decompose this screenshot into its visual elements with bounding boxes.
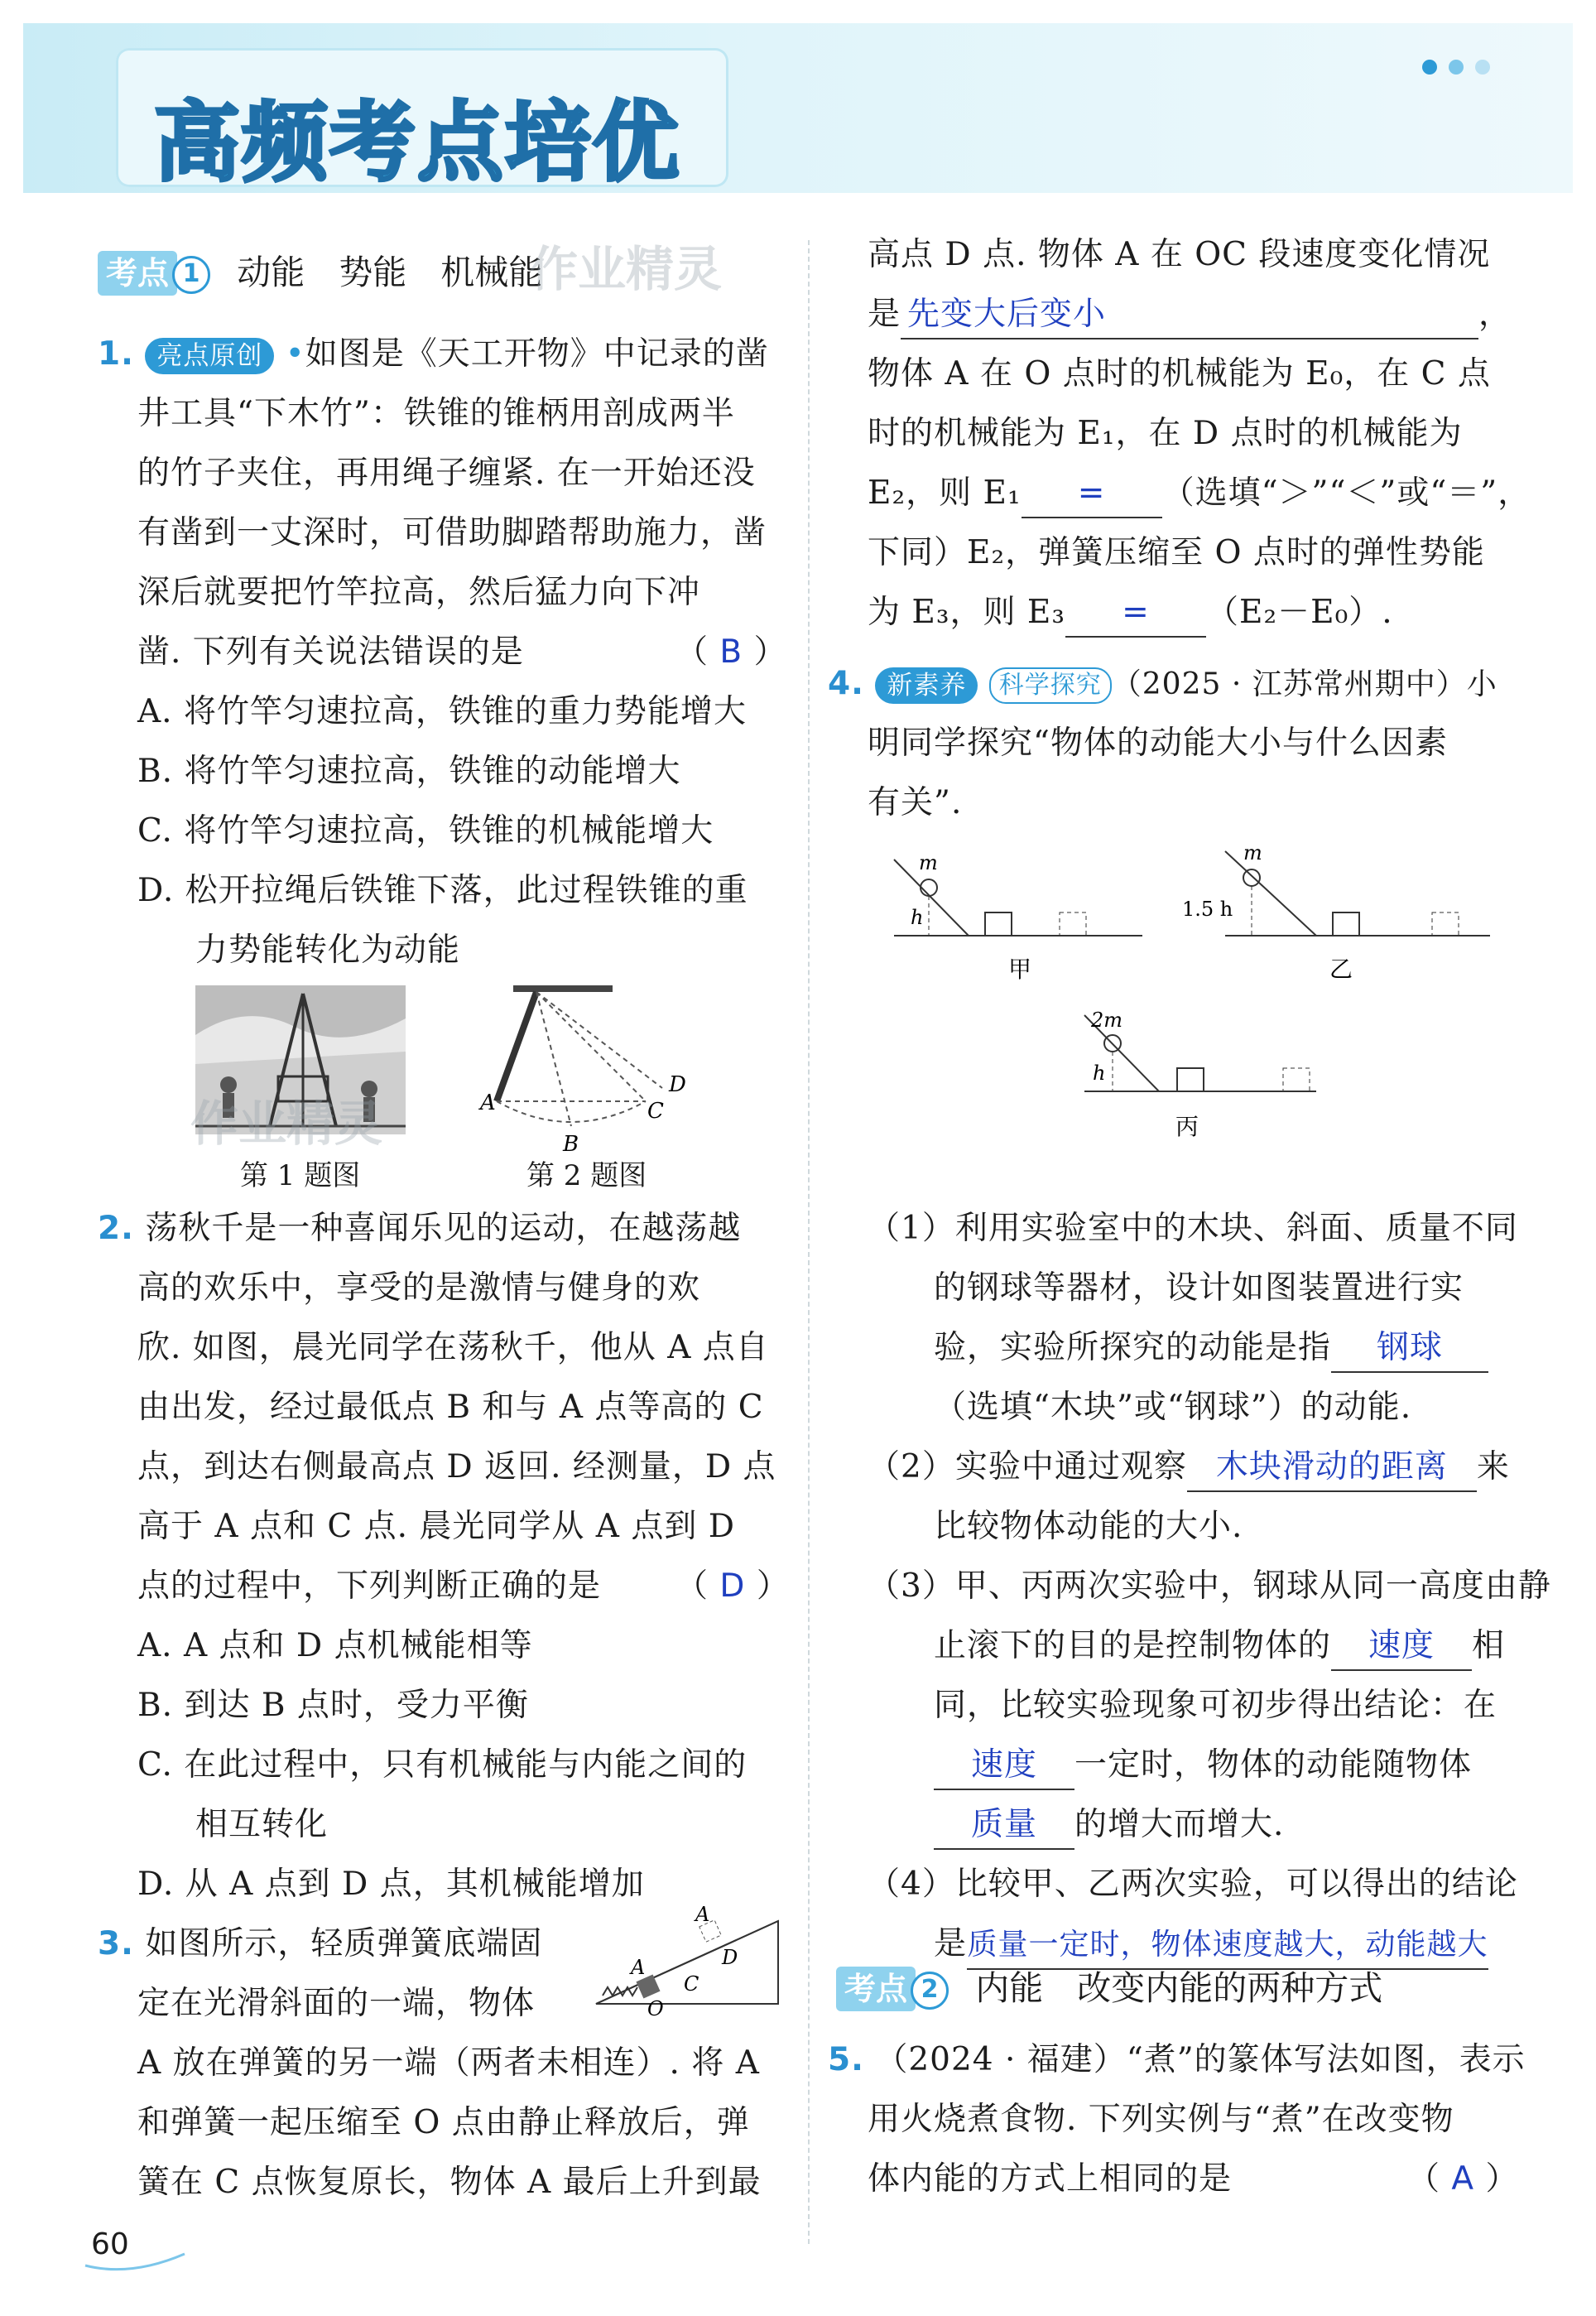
q5-answer-bracket: （ A ） bbox=[1407, 2160, 1519, 2198]
question-number: 4. bbox=[828, 665, 864, 702]
q3-answer-blank-1: 先变大后变小 bbox=[901, 291, 1478, 339]
q2-line-5: 点，到达右侧最高点 D 返回. 经测量，D 点 bbox=[137, 1448, 776, 1485]
q4-sub3-line-4: 速度 一定时，物体的动能随物体 bbox=[934, 1736, 1472, 1795]
svg-text:1.5 h: 1.5 h bbox=[1182, 898, 1233, 921]
q1-option-d-cont: 力势能转化为动能 bbox=[195, 932, 461, 969]
section-heading-2 bbox=[836, 1961, 1382, 2011]
q1-option-a: A. 将竹竿匀速拉高，铁锥的重力势能增大 bbox=[137, 693, 747, 730]
q3-right-line-3: 物体 A 在 O 点时的机械能为 E₀，在 C 点 bbox=[868, 355, 1491, 392]
section-heading-1 bbox=[98, 245, 542, 296]
label-d: D bbox=[669, 1072, 686, 1097]
q3-line-2: 定在光滑斜面的一端，物体 bbox=[137, 1985, 536, 2022]
figure-4-experiment-diagrams bbox=[869, 845, 1573, 1151]
q3-right-line-5: E₂，则 E₁ = （选填“＞”“＜”或“＝”， bbox=[868, 464, 1531, 523]
section-number: 2 bbox=[911, 1972, 949, 2010]
q5-line-2: 用火烧煮食物. 下列实例与“煮”在改变物 bbox=[868, 2101, 1454, 2138]
q2-option-a: A. A 点和 D 点机械能相等 bbox=[137, 1627, 533, 1664]
q3-right-line-6: 下同）E₂，弹簧压缩至 O 点时的弹性势能 bbox=[868, 534, 1485, 571]
q4-answer-blank-5: 质量 bbox=[934, 1802, 1074, 1850]
figure-2-caption: 第 2 题图 bbox=[526, 1159, 647, 1192]
q4-sub1-line-4: （选填“木块”或“钢球”）的动能. bbox=[934, 1389, 1412, 1426]
q3-line-3: A 放在弹簧的另一端（两者未相连）. 将 A bbox=[137, 2044, 760, 2082]
column-divider bbox=[808, 240, 810, 2244]
question-number: 5. bbox=[828, 2041, 864, 2078]
experiment-bing bbox=[1084, 1009, 1316, 1140]
section-label: 考点 bbox=[98, 251, 177, 296]
label-b: B bbox=[563, 1132, 579, 1151]
label-a: A bbox=[480, 1091, 496, 1115]
q2-line-6: 高于 A 点和 C 点. 晨光同学从 A 点到 D bbox=[137, 1508, 736, 1545]
q4-sub3-line-1: （3）甲、丙两次实验中，钢球从同一高度由静 bbox=[868, 1567, 1551, 1605]
q2-option-c: C. 在此过程中，只有机械能与内能之间的 bbox=[137, 1746, 748, 1784]
section-title: 动能 势能 机械能 bbox=[237, 253, 543, 292]
q3-right-line-7: 为 E₃，则 E₃ = （E₂－E₀）. bbox=[868, 583, 1393, 643]
label-c: C bbox=[647, 1099, 664, 1124]
svg-text:m: m bbox=[919, 851, 938, 874]
tag-badge: 亮点原创 bbox=[145, 338, 274, 374]
q4-answer-blank-2: 木块滑动的距离 bbox=[1187, 1444, 1477, 1492]
label-c: C bbox=[684, 1972, 699, 1996]
q4-sub1-line-1: （1）利用实验室中的木块、斜面、质量不同 bbox=[868, 1210, 1518, 1247]
q1-line-4: 有凿到一丈深时，可借助脚踏帮助施力，凿 bbox=[137, 514, 767, 551]
svg-text:2m: 2m bbox=[1091, 1009, 1123, 1032]
q4-sub4-line-2: 是质量一定时，物体速度越大，动能越大 bbox=[934, 1914, 1488, 1974]
q2-option-b: B. 到达 B 点时，受力平衡 bbox=[137, 1687, 529, 1724]
section-label: 考点 bbox=[836, 1967, 916, 2011]
q4-sub1-line-3: 验，实验所探究的动能是指 钢球 bbox=[934, 1318, 1488, 1378]
section-title: 内能 改变内能的两种方式 bbox=[975, 1968, 1383, 2008]
page-swoosh-icon bbox=[81, 2249, 189, 2274]
q5-line-3: 体内能的方式上相同的是 bbox=[868, 2160, 1233, 2198]
figure-2-swing-diagram bbox=[472, 985, 712, 1151]
q1-answer: B bbox=[719, 633, 743, 671]
label-o: O bbox=[647, 1997, 664, 2020]
section-number: 1 bbox=[172, 256, 210, 294]
q3-line-5: 簧在 C 点恢复原长，物体 A 最后上升到最 bbox=[137, 2164, 762, 2201]
q1-answer-bracket: （ B ） bbox=[675, 633, 787, 671]
figure-1-caption: 第 1 题图 bbox=[240, 1159, 361, 1192]
q3-answer-blank-2: = bbox=[1022, 470, 1162, 518]
watermark: 作业精灵 bbox=[190, 1095, 383, 1152]
q1-option-c: C. 将竹竿匀速拉高，铁锥的机械能增大 bbox=[137, 812, 714, 850]
q3-answer-blank-3: = bbox=[1065, 590, 1206, 638]
q4-line-1: 4. 新素养 科学探究 （2025 · 江苏常州期中）小 bbox=[828, 665, 1497, 702]
q1-option-d: D. 松开拉绳后铁锥下落，此过程铁锥的重 bbox=[137, 872, 748, 909]
question-number: 1. bbox=[98, 335, 134, 373]
label-d: D bbox=[722, 1946, 738, 1969]
q4-sub2-line-1: （2）实验中通过观察 木块滑动的距离 来 bbox=[868, 1437, 1510, 1497]
experiment-jia bbox=[894, 851, 1142, 983]
q4-answer-blank-3: 速度 bbox=[1331, 1623, 1472, 1671]
q3-right-line-2: 是 先变大后变小 ， bbox=[868, 285, 1512, 344]
q2-line-1: 2. 荡秋千是一种喜闻乐见的运动，在越荡越 bbox=[98, 1210, 742, 1247]
question-number: 3. bbox=[98, 1925, 134, 1962]
svg-text:m: m bbox=[1243, 845, 1262, 864]
dot-icon bbox=[1449, 60, 1464, 75]
dot-icon bbox=[1475, 60, 1490, 75]
q4-answer-blank-6: 质量一定时，物体速度越大，动能越大 bbox=[967, 1922, 1488, 1970]
q3-line-1: 3. 如图所示，轻质弹簧底端固 bbox=[98, 1925, 543, 1962]
q4-line-2: 明同学探究“物体的动能大小与什么因素 bbox=[868, 725, 1448, 762]
q2-line-2: 高的欢乐中，享受的是激情与健身的欢 bbox=[137, 1269, 701, 1307]
q2-line-7: 点的过程中，下列判断正确的是 bbox=[137, 1567, 602, 1605]
q4-sub4-line-1: （4）比较甲、乙两次实验，可以得出的结论 bbox=[868, 1866, 1518, 1903]
q3-right-line-4: 时的机械能为 E₁，在 D 点时的机械能为 bbox=[868, 415, 1463, 452]
q3-right-line-1: 高点 D 点. 物体 A 在 OC 段速度变化情况 bbox=[868, 236, 1491, 273]
label-a-top: A bbox=[695, 1904, 710, 1926]
q4-sub1-line-2: 的钢球等器材，设计如图装置进行实 bbox=[934, 1269, 1464, 1307]
q2-line-3: 欣. 如图，晨光同学在荡秋千，他从 A 点自 bbox=[137, 1329, 769, 1366]
q4-line-3: 有关”. bbox=[868, 784, 963, 821]
q4-answer-blank-4: 速度 bbox=[934, 1742, 1074, 1790]
banner-title-box bbox=[116, 48, 728, 193]
experiment-yi bbox=[1182, 845, 1490, 983]
q5-answer: A bbox=[1451, 2160, 1475, 2198]
q2-answer-bracket: （ D ） bbox=[675, 1567, 790, 1605]
page-number: 60 bbox=[91, 2227, 129, 2261]
q4-sub3-line-5: 质量 的增大而增大. bbox=[934, 1795, 1284, 1855]
q1-line-5: 深后就要把竹竿拉高，然后猛力向下冲 bbox=[137, 574, 701, 611]
label-a: A bbox=[631, 1956, 646, 1979]
dot-icon bbox=[1422, 60, 1437, 75]
q2-line-4: 由出发，经过最低点 B 和与 A 点等高的 C bbox=[137, 1389, 764, 1426]
q2-option-d: D. 从 A 点到 D 点，其机械能增加 bbox=[137, 1866, 645, 1903]
q2-answer: D bbox=[719, 1567, 746, 1605]
svg-text:丙: 丙 bbox=[1175, 1113, 1199, 1140]
figure-3-spring-incline bbox=[579, 1904, 786, 2020]
q1-line-1: 1. 亮点原创 •如图是《天工开物》中记录的凿 bbox=[98, 335, 769, 373]
q4-answer-blank-1: 钢球 bbox=[1331, 1325, 1488, 1373]
q1-option-b: B. 将竹竿匀速拉高，铁锥的动能增大 bbox=[137, 753, 681, 790]
banner-dots bbox=[1407, 0, 1507, 99]
q4-sub3-line-2: 止滚下的目的是控制物体的 速度 相 bbox=[934, 1616, 1505, 1676]
question-number: 2. bbox=[98, 1210, 134, 1247]
q1-line-6: 凿. 下列有关说法错误的是 bbox=[137, 633, 524, 671]
tag-badge: 新素养 bbox=[875, 667, 978, 704]
svg-text:h: h bbox=[1093, 1062, 1106, 1085]
q1-line-2: 井工具“下木竹”：铁锥的锥柄用剖成两半 bbox=[137, 395, 735, 432]
q5-line-1: 5. （2024 · 福建）“煮”的篆体写法如图，表示 bbox=[828, 2041, 1526, 2078]
q2-option-c-cont: 相互转化 bbox=[195, 1806, 329, 1843]
svg-text:h: h bbox=[911, 906, 924, 929]
q4-sub2-line-2: 比较物体动能的大小. bbox=[934, 1508, 1243, 1545]
svg-text:甲: 甲 bbox=[1008, 956, 1032, 983]
q3-line-4: 和弹簧一起压缩至 O 点由静止释放后，弹 bbox=[137, 2104, 750, 2141]
watermark: 作业精灵 bbox=[530, 241, 723, 297]
svg-text:乙: 乙 bbox=[1329, 956, 1353, 983]
q1-line-3: 的竹子夹住，再用绳子缠紧. 在一开始还没 bbox=[137, 455, 756, 492]
banner-title: 高频考点培优 bbox=[154, 92, 681, 193]
q4-sub3-line-3: 同，比较实验现象可初步得出结论：在 bbox=[934, 1687, 1497, 1724]
tag-badge-outline: 科学探究 bbox=[989, 667, 1112, 704]
